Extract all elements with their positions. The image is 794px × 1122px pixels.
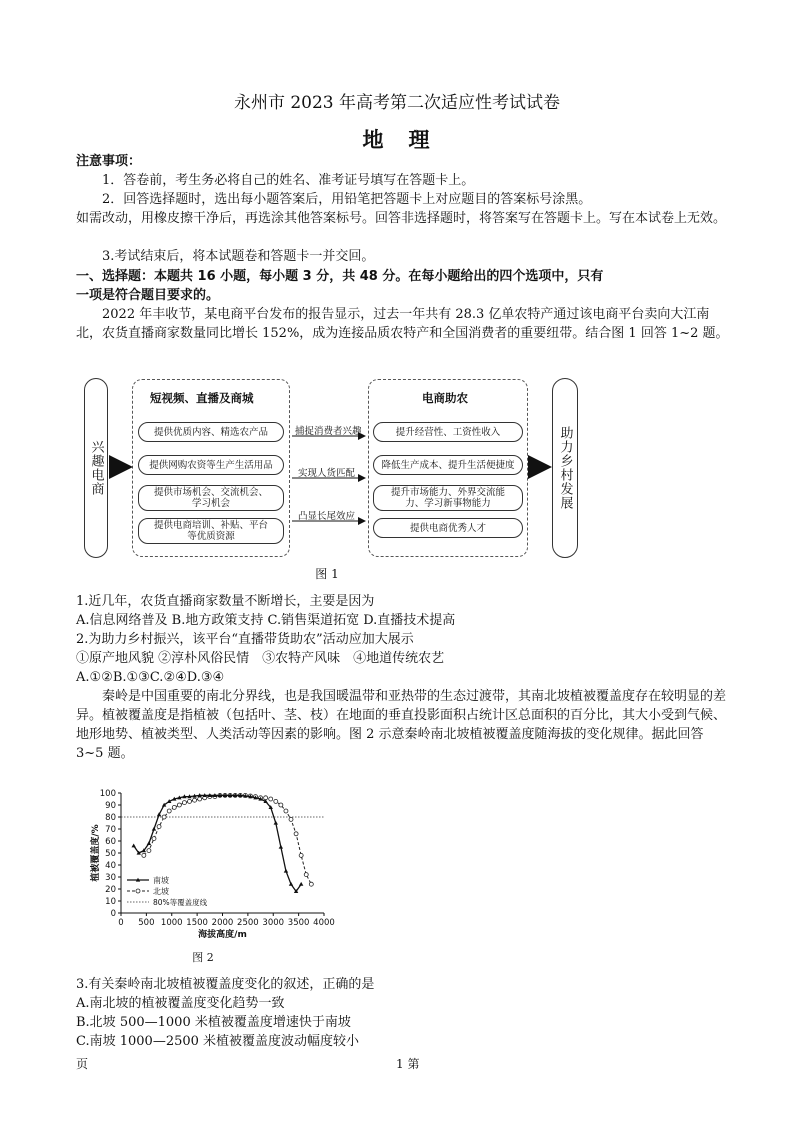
question-2-options: A.①②B.①③C.②④D.③④ — [76, 670, 225, 685]
north-slope-point — [279, 803, 283, 807]
arrow-label: 捕捉消费者兴趣 — [295, 426, 362, 437]
figure-2-caption: 图 2 — [192, 951, 214, 964]
north-slope-point — [274, 799, 278, 803]
x-tick-label: 2500 — [237, 918, 259, 928]
north-slope-point — [193, 798, 197, 802]
south-slope-point — [289, 882, 293, 886]
south-slope-point — [299, 882, 303, 886]
north-slope-point — [182, 801, 186, 805]
north-slope-point — [177, 803, 181, 807]
arrow-label: 凸显长尾效应 — [298, 511, 356, 522]
south-slope-point — [131, 844, 135, 848]
passage-2: 秦岭是中国重要的南北分界线，也是我国暖温带和亚热带的生态过渡带，其南北坡植被覆盖度存在较明显的差异。植被覆盖度是指植被（包括叶、茎、枝）在地面的垂直投影面积占统计区总面积的百分比，其大小受到气候、地形地势、植被类型、人类活动等因素的影响。图 2 示意秦岭南北坡植被覆盖度随海拔的变化规律。据此回答 3~5 题。 — [76, 689, 727, 761]
section-heading: 一、选择题：本题共 16 小题，每小题 3 分，共 48 分。在每小题给出的四个选项中，只有 — [76, 269, 604, 284]
notice-item: 3.考试结束后，将本试题卷和答题卡一并交回。 — [102, 249, 375, 264]
y-tick-label: 80 — [105, 813, 116, 823]
north-slope-point — [162, 815, 166, 819]
x-tick-label: 4000 — [313, 918, 335, 928]
y-tick-label: 70 — [105, 825, 116, 835]
x-tick-label: 1000 — [160, 918, 183, 928]
question-1-stem: 1.近几年，农货直播商家数量不断增长，主要是因为 — [76, 594, 375, 609]
north-slope-point — [269, 797, 273, 801]
north-slope-point — [157, 825, 161, 829]
north-slope-point — [147, 849, 151, 853]
y-tick-label: 30 — [105, 873, 116, 883]
north-slope-point — [289, 817, 293, 821]
box2-item: 提升经营性、工资性收入 — [373, 422, 523, 442]
legend-south-label: 南坡 — [153, 876, 169, 885]
subject-title: 地 理 — [362, 128, 432, 152]
notice-heading: 注意事项： — [76, 154, 142, 169]
footer-left: 页 — [76, 1057, 89, 1071]
y-tick-label: 10 — [105, 897, 116, 907]
x-tick-label: 3500 — [287, 918, 310, 928]
footer-center: 1 第 — [396, 1057, 420, 1071]
box1-item: 提供网购农资等生产生活用品 — [138, 455, 284, 475]
figure-1-caption: 图 1 — [315, 567, 339, 581]
notice-item: 1．答卷前，考生务必将自己的姓名、准考证号填写在答题卡上。 — [102, 173, 475, 188]
question-3-stem: 3.有关秦岭南北坡植被覆盖度变化的叙述，正确的是 — [76, 977, 375, 992]
y-tick-label: 0 — [110, 909, 116, 919]
north-slope-point — [172, 805, 176, 809]
legend-north-marker — [136, 889, 140, 893]
y-tick-label: 50 — [105, 849, 116, 859]
question-2-items: ①原产地风貌 ②淳朴风俗民情 ③农特产风味 ④地道传统农艺 — [76, 651, 445, 666]
rural-development-label: 助力乡村发展 — [557, 426, 573, 510]
box1-item: 提供电商培训、补贴、平台等优质资源 — [138, 518, 284, 544]
box2-item: 提供电商优秀人才 — [373, 518, 523, 538]
arrow-label: 实现人货匹配 — [298, 468, 356, 479]
question-2-stem: 2.为助力乡村振兴，该平台“直播带货助农”活动应加大展示 — [76, 632, 414, 647]
box1-item: 提供市场机会、交流机会、学习机会 — [138, 485, 284, 511]
y-tick-label: 100 — [99, 789, 116, 799]
y-tick-label: 90 — [105, 801, 116, 811]
x-tick-label: 1500 — [186, 918, 208, 928]
north-slope-point — [309, 882, 313, 886]
north-slope-point — [142, 853, 146, 857]
y-axis-title: 植被覆盖度/% — [91, 824, 101, 882]
question-1-options: A.信息网络普及 B.地方政策支持 C.销售渠道拓宽 D.直播技术提高 — [76, 613, 456, 628]
north-slope-point — [294, 832, 298, 836]
exam-title: 永州市 2023 年高考第二次适应性考试试卷 — [233, 93, 561, 113]
north-slope-point — [188, 799, 192, 803]
legend-ref-label: 80%等覆盖度线 — [153, 898, 208, 907]
legend-north-label: 北坡 — [153, 887, 169, 896]
x-tick-label: 2000 — [211, 918, 234, 928]
section-heading: 一项是符合题目要求的。 — [76, 288, 220, 303]
x-tick-label: 0 — [118, 918, 124, 928]
south-slope-point — [274, 821, 278, 825]
question-3-option: B.北坡 500—1000 米植被覆盖度增速快于南坡 — [76, 1015, 351, 1030]
passage-1: 2022 年丰收节，某电商平台发布的报告显示，过去一年共有 28.3 亿单农特产通过该电商平台卖向大江南北，农货直播商家数量同比增长 152%，成为连接品质农特产和全国消费者的重要纽带。结合图 1 回答 1~2 题。 — [76, 307, 729, 341]
ecommerce-agri-box-title: 电商助农 — [422, 391, 468, 405]
north-slope-point — [167, 809, 171, 813]
box2-item: 提升市场能力、外界交流能力、学习新事物能力 — [373, 485, 523, 511]
y-tick-label: 40 — [105, 861, 116, 871]
interest-ecommerce-label: 兴趣电商 — [88, 440, 104, 496]
notice-item: 2．回答选择题时，选出每小题答案后，用铅笔把答题卡上对应题目的答案标号涂黑。 — [102, 192, 592, 207]
question-3-option: C.南坡 1000—2500 米植被覆盖度波动幅度较小 — [76, 1034, 360, 1049]
y-tick-label: 20 — [105, 885, 116, 895]
south-slope-point — [152, 827, 156, 831]
y-tick-label: 60 — [105, 837, 116, 847]
x-axis-title: 海拔高度/m — [198, 930, 247, 940]
north-slope-point — [198, 797, 202, 801]
north-slope-point — [284, 809, 288, 813]
north-slope-point — [304, 873, 308, 877]
short-video-box-title: 短视频、直播及商城 — [150, 391, 254, 405]
south-slope-point — [147, 841, 151, 845]
notice-item: 如需改动，用橡皮擦干净后，再选涂其他答案标号。回答非选择题时，将答案写在答题卡上。写在本试卷上无效。 — [76, 211, 727, 226]
box2-item: 降低生产成本、提升生活便捷度 — [373, 455, 523, 475]
x-tick-label: 3000 — [262, 918, 285, 928]
north-slope-point — [299, 853, 303, 857]
north-slope-point — [152, 837, 156, 841]
south-slope-point — [279, 845, 283, 849]
question-3-option: A.南北坡的植被覆盖度变化趋势一致 — [76, 996, 285, 1011]
south-slope-point — [284, 869, 288, 873]
x-tick-label: 500 — [138, 918, 155, 928]
box1-item: 提供优质内容、精选农产品 — [138, 422, 284, 442]
